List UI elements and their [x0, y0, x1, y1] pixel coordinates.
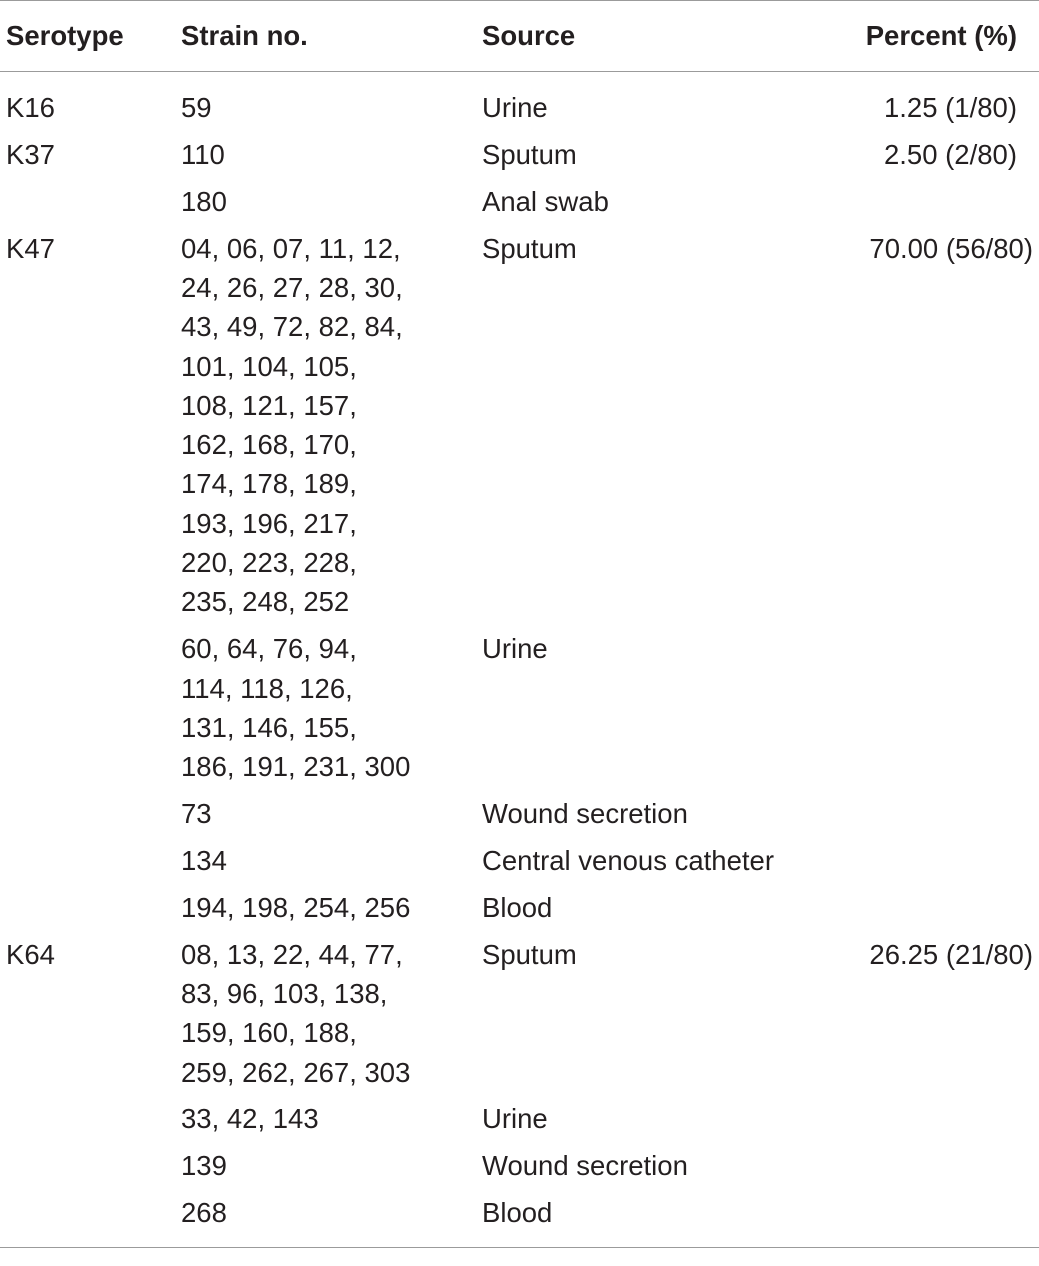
cell-serotype — [0, 1099, 175, 1146]
cell-source: Anal swab — [482, 185, 609, 217]
strain-line: 60, 64, 76, 94, — [181, 633, 357, 665]
cell-serotype: K16 — [6, 92, 55, 123]
cell-percent — [818, 182, 1039, 229]
table-header — [0, 1, 1039, 72]
strain-line: 33, 42, 143 — [181, 1103, 319, 1135]
strain-line: 83, 96, 103, 138, — [181, 977, 388, 1009]
table-row — [0, 229, 1039, 630]
strain-line: 131, 146, 155, — [181, 711, 357, 743]
cell-strain-no — [175, 1099, 476, 1146]
cell-source: Sputum — [482, 232, 577, 264]
table-row — [0, 182, 1039, 229]
table-row — [0, 841, 1039, 888]
cell-source: Blood — [482, 891, 553, 923]
table-row — [0, 135, 1039, 182]
table-body — [0, 72, 1039, 1248]
cell-serotype — [0, 629, 175, 794]
strain-line: 08, 13, 22, 44, 77, — [181, 938, 403, 970]
cell-serotype: K47 — [6, 232, 55, 264]
cell-percent — [818, 888, 1039, 935]
strain-line: 235, 248, 252 — [181, 586, 350, 618]
strain-line: 174, 178, 189, — [181, 468, 357, 500]
strain-line: 162, 168, 170, — [181, 429, 357, 461]
strain-line: 134 — [181, 844, 227, 876]
header-percent: Percent (%) — [865, 20, 1017, 52]
cell-percent — [818, 1099, 1039, 1146]
cell-source: Urine — [482, 633, 548, 665]
header-serotype: Serotype — [6, 20, 124, 52]
cell-percent: 2.50 (2/80) — [883, 138, 1017, 170]
cell-strain-no — [175, 794, 476, 841]
strain-line: 101, 104, 105, — [181, 350, 357, 382]
cell-source: Blood — [482, 1197, 553, 1229]
cell-strain-no — [175, 182, 476, 229]
cell-percent — [818, 794, 1039, 841]
strain-line: 259, 262, 267, 303 — [181, 1056, 411, 1088]
cell-percent — [818, 1193, 1039, 1247]
cell-source: Wound secretion — [482, 1150, 688, 1182]
cell-strain-no — [175, 935, 476, 1100]
cell-serotype — [0, 1193, 175, 1247]
table-row — [0, 1146, 1039, 1193]
cell-strain-no — [175, 229, 476, 630]
cell-strain-no — [175, 841, 476, 888]
table-row — [0, 1193, 1039, 1247]
table-row — [0, 629, 1039, 794]
cell-percent: 70.00 (56/80) — [869, 232, 1033, 264]
table-row — [0, 935, 1039, 1100]
strain-line: 194, 198, 254, 256 — [181, 891, 411, 923]
cell-serotype — [0, 182, 175, 229]
strain-line: 114, 118, 126, — [181, 672, 353, 704]
cell-percent — [818, 629, 1039, 794]
cell-strain-no — [175, 1193, 476, 1247]
table-row — [0, 1099, 1039, 1146]
cell-strain-no — [175, 135, 476, 182]
header-strain-no: Strain no. — [181, 20, 308, 52]
header-source: Source — [482, 20, 576, 52]
cell-serotype — [0, 841, 175, 888]
strain-line: 180 — [181, 185, 227, 217]
cell-serotype: K64 — [6, 938, 55, 970]
cell-serotype — [0, 1146, 175, 1193]
strain-line: 159, 160, 188, — [181, 1017, 357, 1049]
cell-source: Urine — [482, 1103, 548, 1135]
cell-strain-no — [175, 72, 476, 135]
table-row — [0, 888, 1039, 935]
cell-percent — [818, 1146, 1039, 1193]
strain-line: 24, 26, 27, 28, 30, — [181, 271, 403, 303]
cell-percent: 26.25 (21/80) — [869, 938, 1033, 970]
cell-percent: 1.25 (1/80) — [883, 92, 1017, 123]
cell-strain-no — [175, 1146, 476, 1193]
strain-line: 268 — [181, 1197, 227, 1229]
cell-strain-no — [175, 629, 476, 794]
header-row — [0, 1, 1039, 72]
strain-line: 193, 196, 217, — [181, 507, 357, 539]
table-row — [0, 794, 1039, 841]
strain-line: 186, 191, 231, 300 — [181, 751, 411, 783]
cell-serotype: K37 — [6, 138, 55, 170]
strain-line: 220, 223, 228, — [181, 547, 357, 579]
strain-line: 73 — [181, 798, 212, 830]
cell-source: Central venous catheter — [482, 844, 774, 876]
cell-serotype — [0, 794, 175, 841]
strain-line: 110 — [181, 138, 225, 170]
cell-source: Urine — [482, 92, 548, 123]
strain-line: 108, 121, 157, — [181, 389, 357, 421]
cell-serotype — [0, 888, 175, 935]
cell-strain-no — [175, 888, 476, 935]
cell-percent — [818, 841, 1039, 888]
table-row — [0, 72, 1039, 135]
cell-source: Sputum — [482, 138, 577, 170]
cell-source: Wound secretion — [482, 798, 688, 830]
strain-line: 04, 06, 07, 11, 12, — [181, 232, 401, 264]
cell-source: Sputum — [482, 938, 577, 970]
strain-line: 59 — [181, 92, 212, 123]
strain-line: 43, 49, 72, 82, 84, — [181, 311, 403, 343]
strain-line: 139 — [181, 1150, 227, 1182]
